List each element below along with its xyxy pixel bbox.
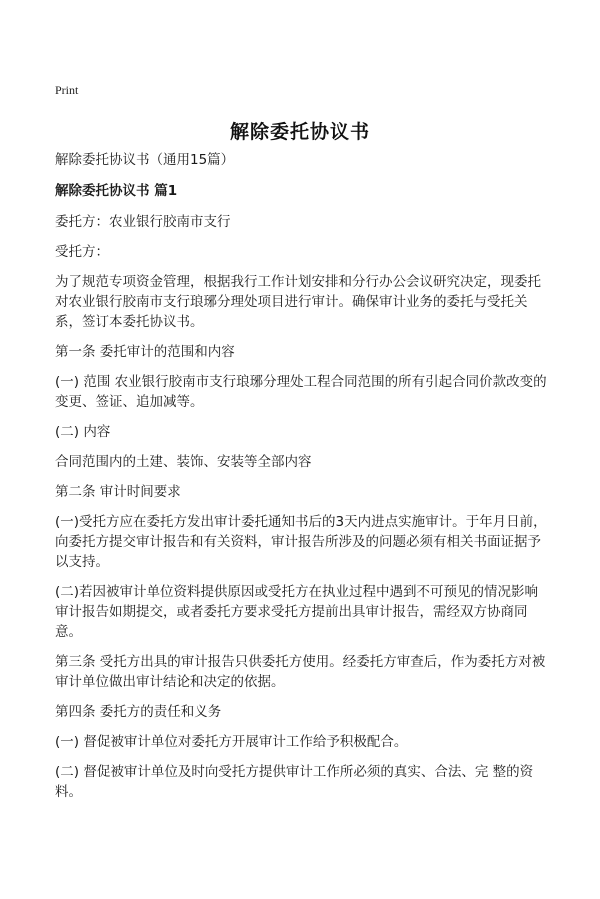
- article-1-item-1: (一) 范围 农业银行胶南市支行琅琊分理处工程合同范围的所有引起合同价款改变的变更、签证、追加减等。: [55, 374, 547, 410]
- document-subtitle: 解除委托协议书（通用15篇）: [55, 152, 235, 168]
- article-2-item-1: (一)受托方应在委托方发出审计委托通知书后的3天内进点实施审计。于年月日前，向委托方提交审计报告和有关资料，审计报告所涉及的问题必须有相关书面证据予以支持。: [55, 514, 547, 570]
- print-label: Print: [55, 83, 79, 97]
- article-2-item-2: (二)若因被审计单位资料提供原因或受托方在执业过程中遇到不可预见的情况影响审计报告如期提交，或者委托方要求受托方提前出具审计报告，需经双方协商同意。: [55, 584, 539, 640]
- paragraph-client: 委托方：农业银行胶南市支行: [55, 214, 231, 230]
- article-1-heading: 第一条 委托审计的范围和内容: [55, 344, 235, 360]
- document-body: [55, 150, 550, 812]
- article-4-item-1: (一) 督促被审计单位对委托方开展审计工作给予积极配合。: [55, 734, 408, 750]
- article-4-heading: 第四条 委托方的责任和义务: [55, 704, 222, 720]
- article-1-item-2: (二) 内容: [55, 424, 111, 440]
- document-title: 解除委托协议书: [229, 121, 370, 143]
- article-1-item-2-detail: 合同范围内的土建、装饰、安装等全部内容: [55, 454, 312, 470]
- article-2-heading: 第二条 审计时间要求: [55, 484, 181, 500]
- article-4-item-2: (二) 督促被审计单位及时向受托方提供审计工作所必须的真实、合法、完 整的资料。: [55, 764, 534, 800]
- section-heading: 解除委托协议书 篇1: [55, 183, 178, 199]
- paragraph-intro: 为了规范专项资金管理，根据我行工作计划安排和分行办公会议研究决定，现委托对农业银行胶南市支行琅琊分理处项目进行审计。确保审计业务的委托与受托关系，签订本委托协议书。: [55, 274, 541, 330]
- article-3: 第三条 受托方出具的审计报告只供委托方使用。经委托方审查后，作为委托方对被审计单位做出审计结论和决定的依据。: [55, 654, 546, 690]
- paragraph-contractor: 受托方：: [55, 244, 109, 260]
